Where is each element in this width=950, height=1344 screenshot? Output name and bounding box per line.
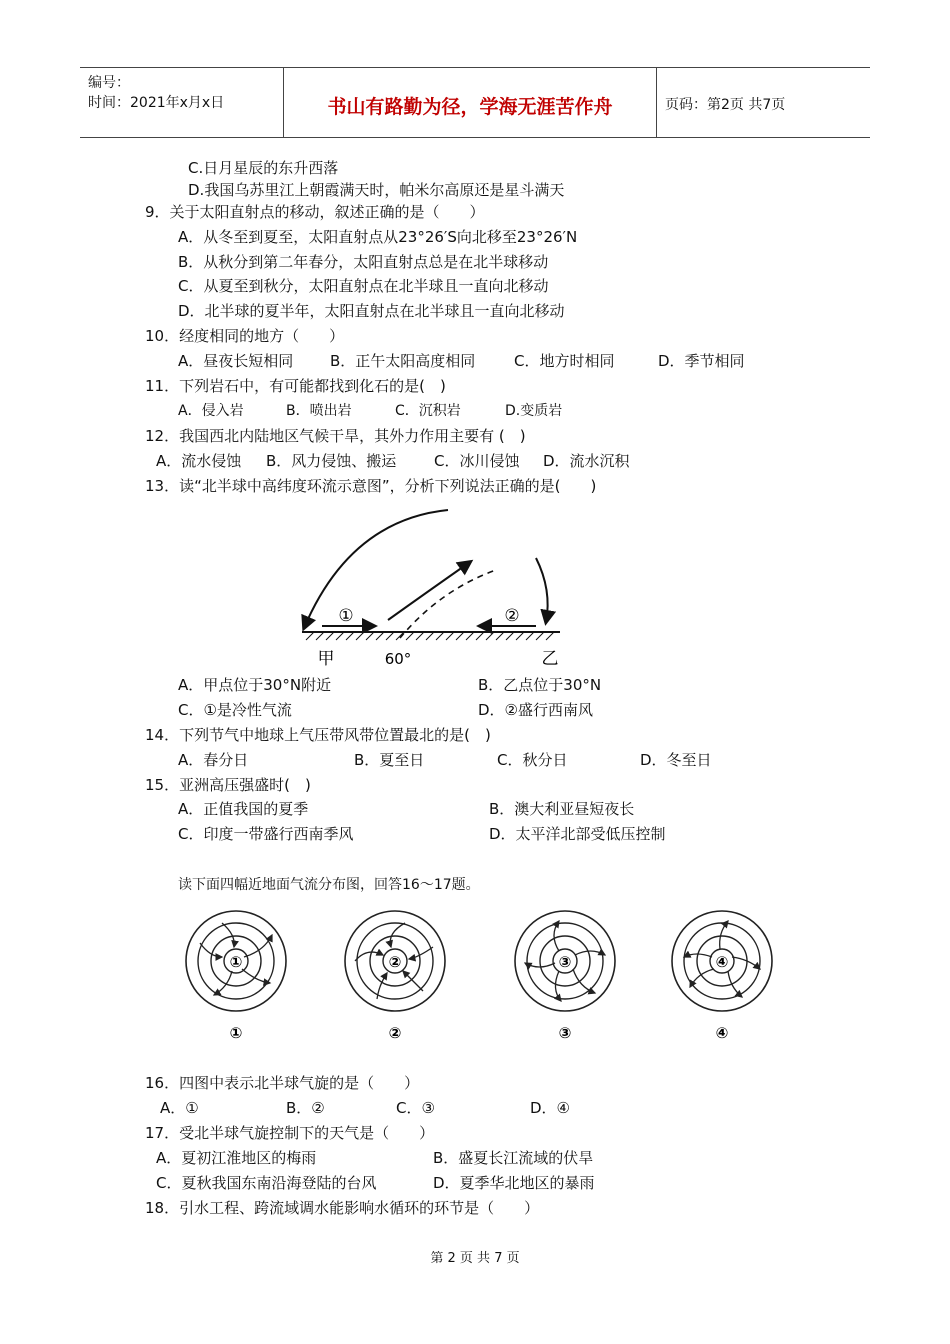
q16-option-c: C．③	[396, 1099, 435, 1117]
rising-airflow	[388, 562, 470, 620]
date-label: 时间：2021年x月x日	[88, 95, 225, 111]
motto: 书山有路勤为径，学海无涯苦作舟	[327, 96, 613, 118]
intro-16-17: 读下面四幅近地面气流分布图，回答16～17题。	[178, 877, 480, 893]
label-2: ②	[504, 606, 520, 626]
header-page-cell	[657, 68, 870, 137]
q9-stem: 9．关于太阳直射点的移动，叙述正确的是（ ）	[145, 203, 485, 221]
serial-label: 编号：	[88, 75, 130, 91]
q13-option-d: D．②盛行西南风	[478, 701, 593, 719]
q17-option-d: D．夏季华北地区的暴雨	[433, 1174, 595, 1192]
q16-option-a: A．①	[160, 1099, 199, 1117]
q8-option-c: C.日月星辰的东升西落	[188, 159, 339, 177]
q14-option-a: A．春分日	[178, 751, 249, 769]
cyclone-caption-1: ①	[229, 1024, 243, 1042]
q10-option-c: C．地方时相同	[514, 352, 615, 370]
q16-option-b: B．②	[286, 1099, 325, 1117]
q12-stem: 12．我国西北内陆地区气候干旱，其外力作用主要有 ( )	[145, 427, 526, 445]
cyclone-caption-4: ④	[715, 1024, 729, 1042]
ground-hatching	[306, 632, 554, 640]
q15-option-b: B．澳大利亚昼短夜长	[489, 800, 635, 818]
cyclone-caption-2: ②	[388, 1024, 402, 1042]
page-header	[80, 67, 870, 138]
q12-option-a: A．流水侵蚀	[156, 452, 242, 470]
q18-stem: 18．引水工程、跨流域调水能影响水循环的环节是（ ）	[145, 1199, 540, 1217]
q14-option-d: D．冬至日	[640, 751, 712, 769]
q15-option-c: C．印度一带盛行西南季风	[178, 825, 354, 843]
header-meta-cell	[80, 68, 284, 137]
q15-stem: 15．亚洲高压强盛时( )	[145, 776, 311, 794]
q17-option-c: C．夏秋我国东南沿海登陆的台风	[156, 1174, 377, 1192]
q13-option-a: A．甲点位于30°N附近	[178, 676, 332, 694]
q15-option-a: A．正值我国的夏季	[178, 800, 309, 818]
circulation-diagram	[290, 500, 580, 675]
q8-option-d: D.我国乌苏里江上朝霞满天时，帕米尔高原还是星斗满天	[188, 181, 565, 199]
q17-option-b: B．盛夏长江流域的伏旱	[433, 1149, 594, 1167]
cyclone-center-1: ①	[229, 953, 243, 971]
front-dashed-line	[400, 570, 496, 638]
label-1: ①	[338, 606, 354, 626]
q17-option-a: A．夏初江淮地区的梅雨	[156, 1149, 317, 1167]
header-motto-cell	[284, 68, 657, 137]
page-label: 页码：第2页 共7页	[665, 97, 786, 113]
q11-option-b: B．喷出岩	[286, 403, 352, 419]
label-yi: 乙	[541, 649, 559, 669]
q10-stem: 10．经度相同的地方（ ）	[145, 327, 345, 345]
q13-stem: 13．读“北半球中高纬度环流示意图”，分析下列说法正确的是( )	[145, 477, 597, 495]
q12-option-c: C．冰川侵蚀	[434, 452, 520, 470]
q9-option-a: A．从冬至到夏至，太阳直射点从23°26′S向北移至23°26′N	[178, 228, 578, 246]
q16-stem: 16．四图中表示北半球气旋的是（ ）	[145, 1074, 420, 1092]
q13-option-c: C．①是冷性气流	[178, 701, 292, 719]
q10-option-a: A．昼夜长短相同	[178, 352, 294, 370]
q12-option-b: B．风力侵蚀、搬运	[266, 452, 397, 470]
q9-option-c: C．从夏至到秋分，太阳直射点在北半球且一直向北移动	[178, 277, 549, 295]
q17-stem: 17．受北半球气旋控制下的天气是（ ）	[145, 1124, 435, 1142]
descending-airflow-right	[536, 558, 548, 622]
page-footer: 第 2 页 共 7 页	[430, 1251, 520, 1266]
label-60: 60°	[384, 650, 412, 668]
q13-option-b: B．乙点位于30°N	[478, 676, 602, 694]
cyclone-center-4: ④	[715, 953, 729, 971]
cyclone-center-2: ②	[388, 953, 402, 971]
q11-option-c: C．沉积岩	[395, 403, 461, 419]
q15-option-d: D．太平洋北部受低压控制	[489, 825, 666, 843]
q14-stem: 14．下列节气中地球上气压带风带位置最北的是( )	[145, 726, 491, 744]
q14-option-c: C．秋分日	[497, 751, 568, 769]
cyclone-center-3: ③	[558, 953, 572, 971]
q10-option-b: B．正午太阳高度相同	[330, 352, 476, 370]
cyclone-diagrams	[180, 905, 780, 1045]
q11-option-a: A．侵入岩	[178, 403, 244, 419]
q14-option-b: B．夏至日	[354, 751, 425, 769]
q11-option-d: D.变质岩	[505, 403, 563, 419]
label-jia: 甲	[317, 649, 335, 669]
q11-stem: 11．下列岩石中，有可能都找到化石的是( )	[145, 377, 446, 395]
q16-option-d: D．④	[530, 1099, 570, 1117]
q9-option-b: B．从秋分到第二年春分，太阳直射点总是在北半球移动	[178, 253, 549, 271]
q10-option-d: D．季节相同	[658, 352, 745, 370]
cyclone-caption-3: ③	[558, 1024, 572, 1042]
q12-option-d: D．流水沉积	[543, 452, 630, 470]
q9-option-d: D．北半球的夏半年，太阳直射点在北半球且一直向北移动	[178, 302, 565, 320]
